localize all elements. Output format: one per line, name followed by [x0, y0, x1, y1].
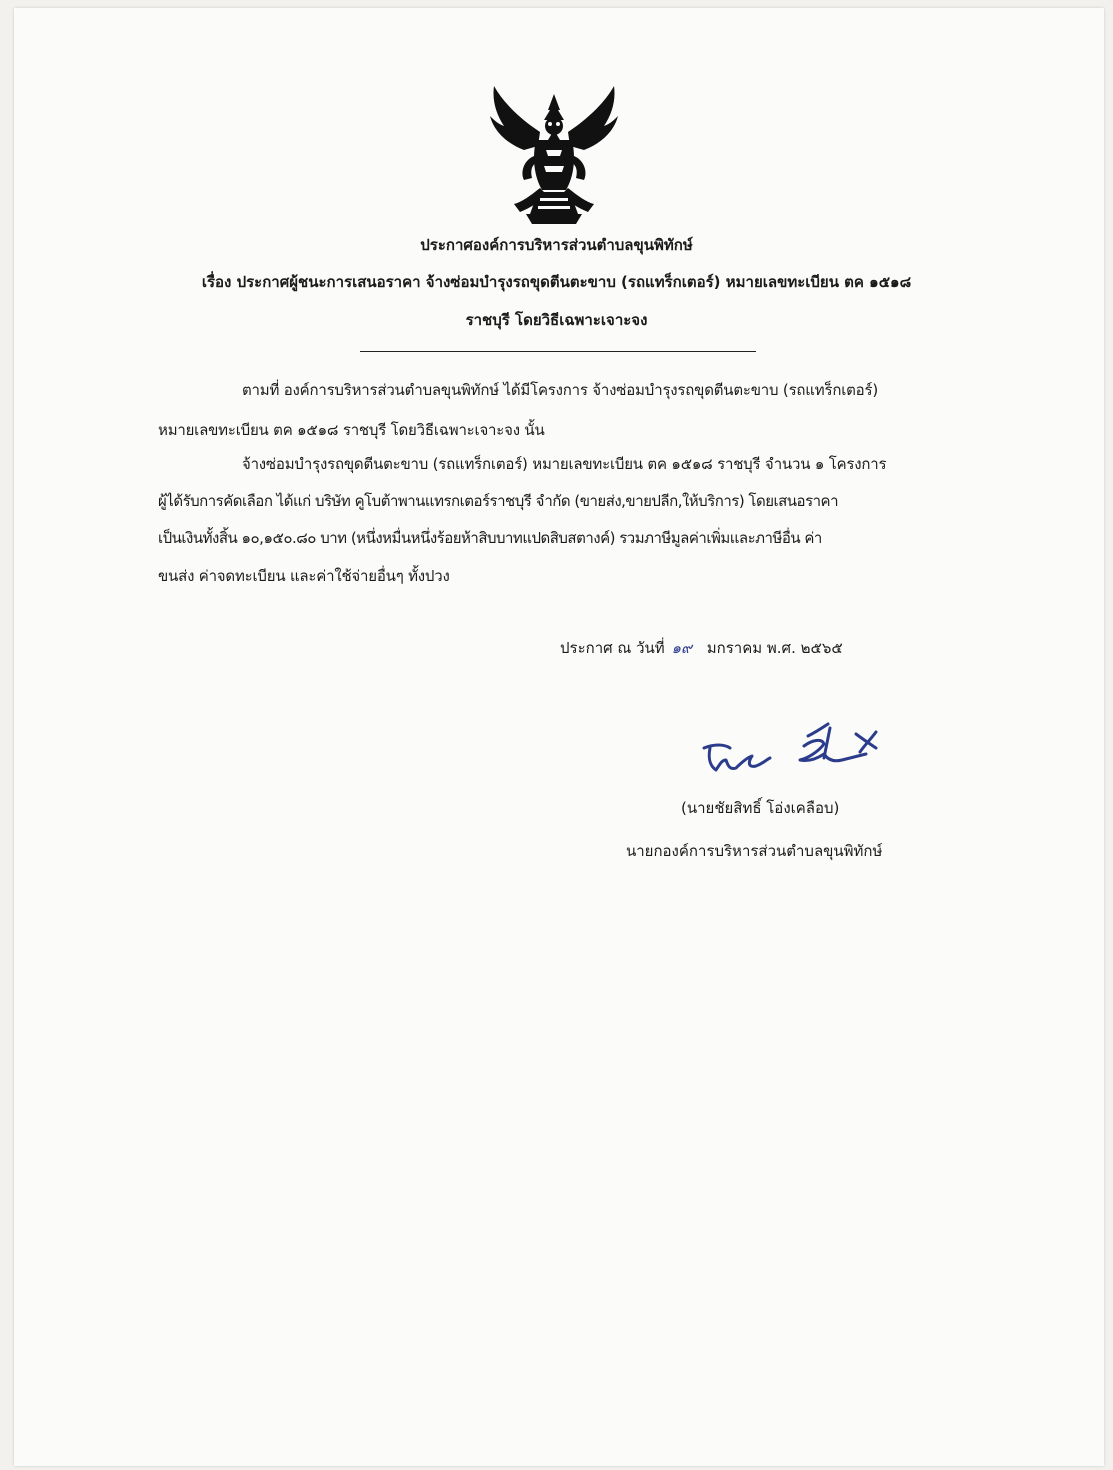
announcement-date	[560, 636, 843, 660]
paragraph-2-line-3: เป็นเงินทั้งสิ้น ๑๐,๑๕๐.๘๐ บาท (หนึ่งหมื่นหนึ่งร้อยห้าสิบบาทแปดสิบสตางค์) รวมภาษีมูลค่าเพิ่มและภาษีอื่น ค่า	[158, 529, 822, 547]
date-day: ๑๙	[671, 639, 692, 657]
subject-line-2: ราชบุรี โดยวิธีเฉพาะเจาะจง	[465, 311, 648, 329]
signatory-position: นายกองค์การบริหารส่วนตำบลขุนพิทักษ์	[626, 842, 883, 860]
title-divider	[360, 351, 756, 352]
paragraph-1-line-1: ตามที่ องค์การบริหารส่วนตำบลขุนพิทักษ์ ได้มีโครงการ จ้างซ่อมบำรุงรถขุดตีนตะขาบ (รถแทร็กเตอร์)	[242, 381, 878, 399]
paragraph-1-line-2: หมายเลขทะเบียน ตค ๑๕๑๘ ราชบุรี โดยวิธีเฉพาะเจาะจง นั้น	[158, 421, 545, 439]
paragraph-2-line-2: ผู้ได้รับการคัดเลือก ได้แก่ บริษัท คูโบต้าพานแทรกเตอร์ราชบุรี จำกัด (ขายส่ง,ขายปลีก,ให้บริการ) โดยเสนอราคา	[158, 492, 839, 510]
handwritten-signature	[700, 714, 890, 784]
announcement-title: ประกาศองค์การบริหารส่วนตำบลขุนพิทักษ์	[420, 236, 693, 254]
subject-line-1: เรื่อง ประกาศผู้ชนะการเสนอราคา จ้างซ่อมบำรุงรถขุดตีนตะขาบ (รถแทร็กเตอร์) หมายเลขทะเบียน ตค ๑๕๑๘	[201, 273, 912, 291]
signatory-name: (นายชัยสิทธิ์ โอ่งเคลือบ)	[681, 799, 840, 817]
garuda-emblem	[486, 80, 622, 230]
paragraph-2-line-4: ขนส่ง ค่าจดทะเบียน และค่าใช้จ่ายอื่นๆ ทั้งปวง	[158, 567, 450, 585]
date-prefix: ประกาศ ณ วันที่	[560, 639, 665, 657]
paragraph-2-line-1: จ้างซ่อมบำรุงรถขุดตีนตะขาบ (รถแทร็กเตอร์) หมายเลขทะเบียน ตค ๑๕๑๘ ราชบุรี จำนวน ๑ โครงการ	[242, 455, 887, 473]
date-month-year: มกราคม พ.ศ. ๒๕๖๕	[706, 639, 843, 657]
